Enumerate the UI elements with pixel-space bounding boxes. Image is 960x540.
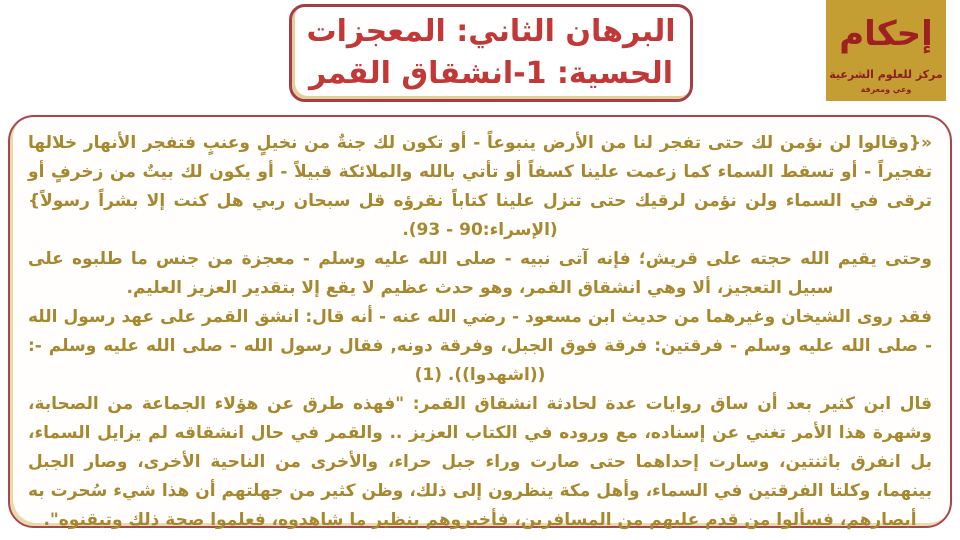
slide-title-line-1: البرهان الثاني: المعجزات <box>306 14 676 49</box>
organization-logo <box>826 0 946 101</box>
slide-body-text-box <box>8 115 952 528</box>
slide-title-line-2: الحسية: 1-انشقاق القمر <box>309 56 674 91</box>
logo-subtitle: مركز للعلوم الشرعية <box>829 68 943 81</box>
ibn-kathir-quote-paragraph: قال ابن كثير بعد أن ساق روايات عدة لحادثة انشقاق القمر: "فهذه طرق عن هؤلاء الجماعة من الصحابة، وشهرة هذا الأمر تغني عن إسناده، مع وروده في الكتاب العزيز .. والقمر في حال انشقاقه لم يزايل السماء، بل انفرق باثنتين، وسارت إحداهما حتى صارت وراء جبل حراء، والأخرى من الناحية الأخرى، وصار الجبل بينهما، وكلتا الفرقتين في السماء، وأهل مكة ينظرون إلى ذلك، وظن كثير من جهلتهم أن هذا شيء سُحرت به أبصارهم، فسألوا من قدم عليهم من المسافرين، فأخبروهم بنظير ما شاهدوه، فعلموا صحة ذلك وتيقنوه". <box>28 394 932 530</box>
slide-title-box <box>289 4 693 102</box>
logo-wordmark: إحكام <box>839 14 933 54</box>
mosque-dome-icon <box>823 12 839 30</box>
logo-tagline: وعي ومعرفة <box>860 85 912 94</box>
hadith-paragraph: فقد روى الشيخان وغيرهما من حديث ابن مسعود - رضي الله عنه - أنه قال: انشق القمر على عهد رسول الله - صلى الله عليه وسلم - فرقتين: فرقة فوق الجبل، وفرقة دونه, فقال رسول الله - صلى الله عليه وسلم -: ((اشهدوا)). (1) <box>28 307 932 385</box>
commentary-paragraph: وحتى يقيم الله حجته على قريش؛ فإنه آتى نبيه - صلى الله عليه وسلم - معجزة من جنس ما طلبوه على سبيل التعجيز، ألا وهي انشقاق القمر، وهو حدث عظيم لا يقع إلا بتقدير العزيز العليم. <box>28 249 932 298</box>
logo-calligraphy <box>839 6 933 62</box>
quran-verse-paragraph: «{وقالوا لن نؤمن لك حتى تفجر لنا من الأرض ينبوعاً - أو تكون لك جنةٌ من نخيلٍ وعنبٍ فتفجر الأنهار خلالها تفجيراً - أو تسقط السماء كما زعمت علينا كسفاً أو تأتي بالله والملائكة قبيلاً - أو يكون لك بيتٌ من زخرفٍ أو ترقى في السماء ولن نؤمن لرقيك حتى تنزل علينا كتاباً نقرؤه قل سبحان ربي هل كنت إلا بشراً رسولاً} (الإسراء:90 - 93). <box>28 133 932 240</box>
